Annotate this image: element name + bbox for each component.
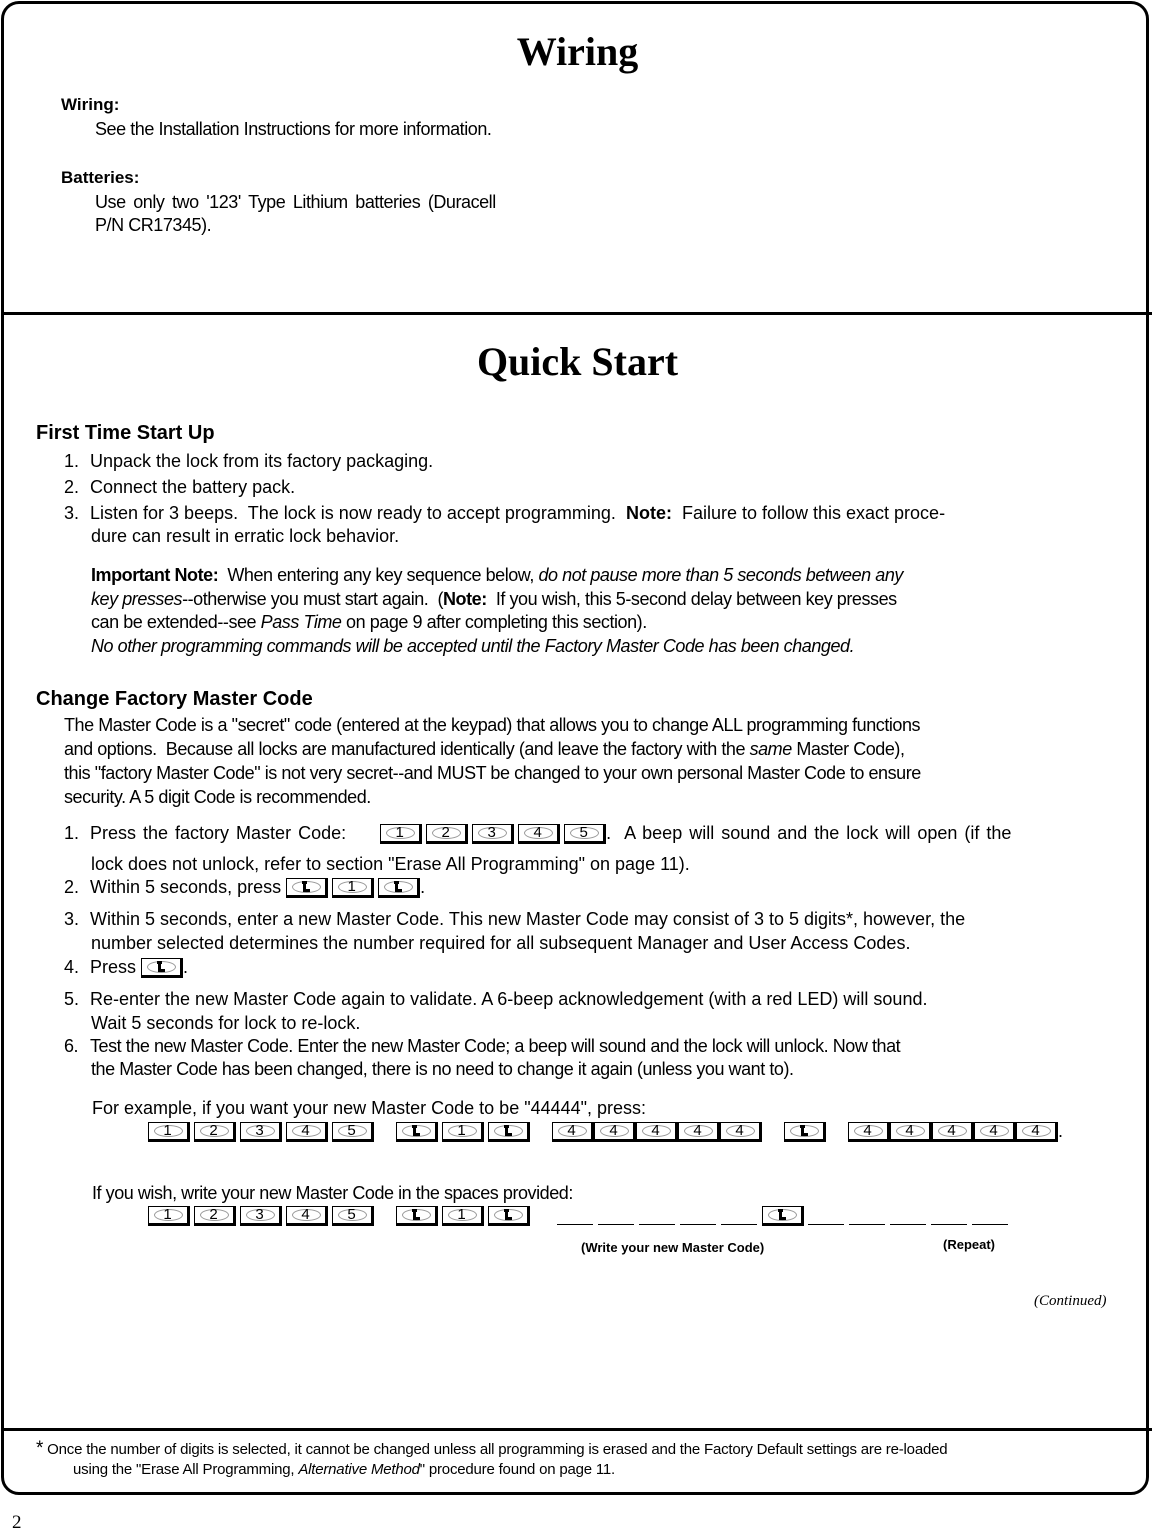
key-icon [413, 1126, 416, 1136]
change-step-4 [64, 956, 188, 979]
keypad-button-1: 1 [380, 824, 422, 844]
code-blank[interactable] [721, 1208, 757, 1225]
step-text: Listen for 3 beeps. The lock is now ready to accept programming. [90, 503, 626, 523]
first-time-step-1 [64, 450, 433, 473]
step-number: 2. [64, 477, 80, 497]
pass-time-ref: Pass Time [260, 612, 342, 632]
write-in-key-sequence [148, 1205, 1013, 1226]
keypad-button-4: 4 [678, 1122, 720, 1142]
key-icon [413, 1210, 416, 1220]
step-text: Connect the battery pack. [90, 477, 296, 497]
code-blank[interactable] [557, 1208, 593, 1225]
first-time-step-3-line2: dure can result in erratic lock behavior. [91, 526, 400, 546]
key-symbol-button [286, 878, 328, 898]
note-label: Note: [625, 503, 672, 523]
keypad-button-1: 1 [332, 878, 374, 898]
key-symbol-button [488, 1206, 530, 1226]
page-number: 2 [12, 1512, 22, 1533]
write-in-text: If you wish, write your new Master Code in the spaces provided: [92, 1183, 573, 1203]
change-step-1 [64, 822, 1011, 845]
example-key-sequence [148, 1121, 1063, 1142]
important-note-label: Important Note: [91, 565, 219, 585]
keypad-button-3: 3 [240, 1206, 282, 1226]
keypad-button-3: 3 [240, 1122, 282, 1142]
keypad-button-2: 2 [426, 824, 468, 844]
important-note-text: When entering any key sequence below, [218, 565, 539, 585]
key-symbol-button [396, 1122, 438, 1142]
important-note-line2 [91, 587, 897, 611]
change-step-3 [64, 908, 965, 931]
important-note-italic: No other programming commands will be accepted until the Factory Master Code has been changed. [91, 636, 855, 656]
keypad-button-1: 1 [148, 1206, 190, 1226]
change-master-intro-line1: The Master Code is a "secret" code (entered at the keypad) that allows you to change ALL programming functions [64, 715, 921, 735]
step-number: 3. [64, 503, 80, 523]
step-text: Re-enter the new Master Code again to validate. A 6-beep acknowledgement (with a red LED) will sound. [90, 989, 928, 1009]
step-text: Failure to follow this exact proce- [671, 503, 946, 523]
code-blank[interactable] [680, 1208, 716, 1225]
footnote-text: using the "Erase All Programming, [73, 1461, 299, 1478]
step-text: Within 5 seconds, enter a new Master Code. This new Master Code may consist of 3 to 5 digits*, however, the [90, 909, 966, 929]
wiring-title: Wiring [516, 29, 639, 74]
keypad-button-4: 4 [636, 1122, 678, 1142]
change-step-2 [64, 876, 425, 899]
keypad-button-5: 5 [332, 1206, 374, 1226]
keypad-button-4: 4 [720, 1122, 762, 1142]
intro-text: Master Code), [791, 739, 905, 759]
repeat-blank[interactable] [972, 1208, 1008, 1225]
keypad-button-1: 1 [442, 1122, 484, 1142]
important-note-text: --otherwise you must start again. ( [182, 589, 443, 609]
keypad-button-4: 4 [848, 1122, 890, 1142]
step-text: Press [90, 957, 137, 977]
footnote-line1 [36, 1438, 947, 1461]
change-step-5 [64, 988, 927, 1011]
step-number: 6. [64, 1036, 79, 1056]
batteries-text-line2: P/N CR17345). [95, 215, 212, 235]
keypad-button-4: 4 [286, 1122, 328, 1142]
step-text: Within 5 seconds, press [90, 877, 282, 897]
first-time-step-3 [64, 502, 945, 525]
key-icon [505, 1210, 508, 1220]
step-text: . [420, 877, 426, 897]
step-text: Press the factory Master Code: [90, 823, 347, 843]
quick-start-title: Quick Start [476, 339, 679, 384]
keypad-button-4: 4 [518, 824, 560, 844]
important-note-text: If you wish, this 5-second delay between key presses [486, 589, 897, 609]
step-number: 3. [64, 909, 80, 929]
keypad-button-4: 4 [552, 1122, 594, 1142]
repeat-blank[interactable] [849, 1208, 885, 1225]
key-icon [779, 1210, 782, 1220]
important-note-line1 [91, 563, 903, 587]
asterisk: * [36, 1438, 44, 1459]
keypad-button-4: 4 [594, 1122, 636, 1142]
key-symbol-button [378, 878, 420, 898]
step-number: 5. [64, 989, 80, 1009]
important-note-italic-line [91, 634, 854, 658]
intro-text: and options. Because all locks are manufactured identically (and leave the factory with the [64, 739, 750, 759]
batteries-label: Batteries: [61, 168, 140, 187]
example-text: For example, if you want your new Master Code to be "44444", press: [92, 1098, 647, 1118]
code-blank[interactable] [598, 1208, 634, 1225]
keypad-button-5: 5 [332, 1122, 374, 1142]
keypad-button-4: 4 [1016, 1122, 1058, 1142]
keypad-button-4: 4 [286, 1206, 328, 1226]
keypad-button-1: 1 [442, 1206, 484, 1226]
keypad-button-4: 4 [890, 1122, 932, 1142]
key-icon [303, 882, 306, 892]
key-symbol-button [784, 1122, 826, 1142]
key-symbol-button [762, 1206, 804, 1226]
important-note-line3 [91, 610, 647, 634]
change-master-heading: Change Factory Master Code [36, 688, 313, 710]
step-number: 1. [64, 823, 80, 843]
intro-italic: same [749, 739, 792, 759]
change-step-3-line2: number selected determines the number required for all subsequent Manager and User Access Codes. [91, 933, 911, 953]
step-number: 2. [64, 877, 80, 897]
step-text: Test the new Master Code. Enter the new Master Code; a beep will sound and the lock will unlock. Now that [90, 1036, 901, 1056]
key-symbol-button [396, 1206, 438, 1226]
keypad-button-4: 4 [974, 1122, 1016, 1142]
wiring-label: Wiring: [61, 95, 120, 114]
change-step-6 [64, 1034, 900, 1058]
period: . [1058, 1121, 1064, 1141]
keypad-button-3: 3 [472, 824, 514, 844]
important-note-text: can be extended--see [91, 612, 261, 632]
change-master-intro-line4: security. A 5 digit Code is recommended. [64, 787, 371, 807]
section-divider [1, 312, 1152, 315]
repeat-label: (Repeat) [943, 1237, 996, 1252]
change-master-intro-line2 [64, 737, 905, 761]
key-symbol-button [141, 958, 183, 978]
footnote-divider [1, 1428, 1152, 1431]
keypad-button-2: 2 [194, 1122, 236, 1142]
keypad-button-2: 2 [194, 1206, 236, 1226]
first-time-step-2 [64, 476, 295, 499]
footnote-text: " procedure found on page 11. [419, 1461, 616, 1478]
important-note-text: on page 9 after completing this section). [341, 612, 647, 632]
key-symbol-button [488, 1122, 530, 1142]
repeat-blank[interactable] [890, 1208, 926, 1225]
note-label: Note: [443, 589, 487, 609]
repeat-blank[interactable] [931, 1208, 967, 1225]
keypad-button-5: 5 [564, 824, 606, 844]
repeat-blank[interactable] [808, 1208, 844, 1225]
change-step-1-line2: lock does not unlock, refer to section "Erase All Programming" on page 11). [91, 854, 690, 874]
step-text: . [183, 957, 189, 977]
change-step-6-line2: the Master Code has been changed, there is no need to change it again (unless you want to). [91, 1059, 794, 1079]
key-icon [801, 1126, 804, 1136]
code-blank[interactable] [639, 1208, 675, 1225]
continued-label: (Continued) [1034, 1293, 1107, 1309]
change-master-intro-line3: this "factory Master Code" is not very secret--and MUST be changed to your own personal Master Code to ensure [64, 763, 921, 783]
change-step-5-line2: Wait 5 seconds for lock to re-lock. [91, 1013, 361, 1033]
key-icon [505, 1126, 508, 1136]
important-note-italic: do not pause more than 5 seconds between any [538, 565, 903, 585]
write-new-code-label: (Write your new Master Code) [581, 1240, 765, 1255]
step-text: . A beep will sound and the lock will open (if the [606, 823, 1012, 843]
keypad-button-1: 1 [148, 1122, 190, 1142]
footnote-line2 [73, 1459, 615, 1481]
footnote-italic: Alternative Method [298, 1461, 420, 1478]
step-number: 1. [64, 451, 80, 471]
batteries-text-line1: Use only two '123' Type Lithium batteries (Duracell [95, 192, 496, 212]
important-note-italic: key presses [91, 589, 183, 609]
keypad-button-4: 4 [932, 1122, 974, 1142]
step-text: Unpack the lock from its factory packaging. [90, 451, 434, 471]
key-icon [395, 882, 398, 892]
wiring-text: See the Installation Instructions for more information. [95, 119, 492, 139]
key-icon [158, 962, 161, 972]
step-number: 4. [64, 957, 80, 977]
footnote-text: Once the number of digits is selected, it cannot be changed unless all programming is erased and the Factory Default settings are re-loaded [43, 1441, 948, 1458]
first-time-heading: First Time Start Up [36, 422, 215, 444]
